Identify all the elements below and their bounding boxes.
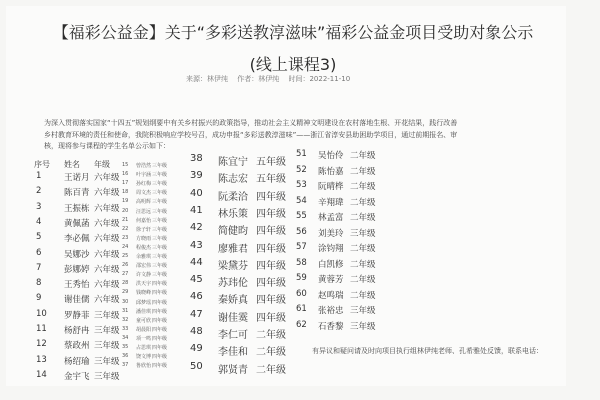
- cell-seq: 20: [122, 207, 129, 214]
- cell-name: 潘佳琪: [136, 308, 152, 315]
- cell-grade: 六年级: [94, 280, 120, 291]
- cell-seq: 23: [122, 234, 129, 241]
- title-line-2: (线上课程3): [249, 55, 337, 74]
- cell-grade: 四年级: [152, 308, 168, 315]
- cell-seq: 1: [36, 171, 42, 181]
- cell-seq: 43: [190, 239, 203, 251]
- cell-seq: 24: [122, 243, 129, 250]
- cell-seq: 34: [122, 334, 129, 341]
- cell-name: 项一鸣: [136, 335, 152, 342]
- cell-seq: 52: [296, 164, 307, 175]
- cell-name: 钱晓峰: [136, 290, 152, 297]
- cell-grade: 六年级: [94, 264, 120, 275]
- cell-grade: 二年级: [256, 347, 286, 359]
- cell-seq: 26: [122, 262, 129, 269]
- cell-seq: 12: [36, 339, 47, 350]
- cell-grade: 三年级: [94, 371, 120, 382]
- cell-grade: 三年级: [94, 326, 120, 336]
- cell-grade: 二年级: [256, 330, 286, 341]
- cell-seq: 17: [122, 180, 129, 187]
- cell-grade: 二年级: [350, 151, 376, 161]
- cell-seq: 28: [122, 280, 129, 287]
- cell-grade: 六年级: [94, 295, 120, 306]
- cell-name: 程俊杰: [136, 244, 152, 251]
- cell-grade: 三年级: [152, 217, 168, 224]
- cell-seq: 5: [36, 232, 42, 243]
- cell-grade: 三年级: [152, 163, 168, 169]
- cell-seq: 25: [122, 253, 129, 259]
- cell-grade: 六年级: [94, 234, 120, 245]
- cell-grade: 三年级: [152, 226, 168, 233]
- cell-grade: 六年级: [94, 173, 120, 183]
- cell-name: 余雅琪: [136, 254, 152, 260]
- cell-grade: 四年级: [256, 278, 286, 290]
- cell-seq: 27: [122, 271, 129, 278]
- cell-grade: 三年级: [94, 356, 120, 367]
- cell-name: 黄佩菡: [64, 218, 90, 229]
- cell-name: 李必佩: [64, 234, 90, 245]
- cell-name: 王诺月: [64, 173, 90, 183]
- cell-name: 苏玮伦: [218, 278, 248, 290]
- cell-grade: 三年级: [152, 272, 168, 279]
- cell-name: 徐子轩: [136, 226, 152, 233]
- cell-seq: 55: [296, 211, 307, 221]
- cell-name: 许文静: [136, 272, 152, 279]
- cell-grade: 四年级: [152, 363, 168, 370]
- cell-name: 洪天宇: [136, 281, 152, 288]
- cell-name: 杨绍瑜: [64, 356, 90, 367]
- cell-name: 吴娜沙: [64, 249, 90, 260]
- cell-grade: 二年级: [350, 213, 376, 223]
- header-grade: 年级: [94, 160, 110, 169]
- page-title: [18, 22, 568, 76]
- article-meta: [186, 74, 357, 84]
- cell-name: 陈怡嘉: [318, 166, 344, 177]
- cell-name: 李仁可: [218, 330, 248, 341]
- cell-grade: 四年级: [152, 290, 168, 297]
- cell-grade: 二年级: [350, 290, 376, 301]
- cell-grade: 六年级: [94, 249, 120, 260]
- cell-grade: 三年级: [152, 199, 168, 206]
- cell-seq: 39: [190, 170, 203, 182]
- cell-name: 彭娜婷: [64, 264, 90, 275]
- cell-name: 白凯修: [318, 259, 344, 270]
- cell-seq: 48: [190, 326, 203, 337]
- cell-grade: 三年级: [94, 341, 120, 352]
- cell-name: 李佳和: [218, 347, 248, 359]
- cell-name: 林乐策: [218, 208, 248, 220]
- cell-name: 赵鸣瑞: [318, 290, 344, 301]
- cell-grade: 二年级: [350, 197, 376, 208]
- intro-line-2: 乡村教育环境的责任和使命，我院积极响应学校号召，成功申报“多彩送教淳滋味”——浙江省淳安县助困助学项目，通过前期报名、审: [44, 130, 458, 139]
- cell-grade: 三年级: [350, 321, 376, 332]
- meta-time: 时间：2022-11-10: [288, 75, 351, 83]
- cell-grade: 二年级: [350, 182, 376, 192]
- cell-name: 廖雅君: [218, 243, 248, 255]
- cell-grade: 二年级: [350, 259, 376, 270]
- cell-seq: 36: [122, 353, 129, 360]
- cell-grade: 二年级: [256, 364, 286, 376]
- cell-name: 林孟富: [318, 213, 344, 223]
- cell-grade: 四年级: [152, 299, 168, 306]
- cell-name: 简健昀: [218, 226, 248, 238]
- cell-name: 蔡政州: [64, 341, 90, 352]
- cell-name: 阮晴桦: [318, 182, 344, 192]
- intro-paragraph: [44, 118, 564, 153]
- cell-seq: 56: [296, 226, 307, 237]
- cell-seq: 37: [122, 362, 129, 369]
- cell-name: 陈志宏: [218, 174, 248, 186]
- cell-name: 胡晨阳: [136, 326, 152, 333]
- cell-seq: 18: [122, 189, 129, 196]
- cell-name: 方晓雨: [136, 235, 152, 242]
- cell-name: 童可欣: [136, 317, 152, 324]
- cell-grade: 三年级: [152, 244, 168, 251]
- meta-source: 来源：林伊纯: [186, 75, 228, 83]
- cell-grade: 六年级: [94, 218, 120, 229]
- cell-grade: 三年级: [350, 228, 376, 239]
- cell-seq: 3: [36, 201, 42, 212]
- cell-seq: 14: [36, 369, 47, 380]
- cell-seq: 47: [190, 308, 203, 320]
- cell-grade: 三年级: [152, 235, 168, 242]
- cell-grade: 四年级: [256, 312, 286, 324]
- cell-seq: 42: [190, 222, 203, 234]
- cell-name: 涂钧翔: [318, 244, 344, 254]
- cell-grade: 五年级: [256, 157, 286, 168]
- cell-name: 黄蓉芳: [318, 275, 344, 285]
- cell-seq: 11: [36, 324, 47, 334]
- cell-seq: 62: [296, 319, 307, 330]
- cell-grade: 三年级: [152, 190, 168, 197]
- cell-name: 刘美玲: [318, 228, 344, 239]
- cell-grade: 二年级: [350, 166, 376, 177]
- cell-grade: 二年级: [350, 275, 376, 285]
- cell-seq: 57: [296, 242, 307, 252]
- cell-name: 孙红梅: [136, 181, 152, 188]
- cell-seq: 29: [122, 289, 129, 296]
- cell-grade: 四年级: [256, 260, 286, 272]
- cell-name: 金宇飞: [64, 371, 90, 382]
- cell-name: 秦娇真: [218, 295, 248, 307]
- cell-name: 高明辉: [136, 199, 152, 206]
- intro-line-1: 为深入贯彻落实国家“十四五”规划纲要中有关乡村振兴的政策指导，推动社会主义精神文明建设在农村落地生根、开花结果，践行改善: [44, 119, 458, 127]
- cell-grade: 三年级: [94, 310, 120, 321]
- cell-grade: 四年级: [256, 208, 286, 220]
- cell-name: 梁黛芬: [218, 260, 248, 272]
- cell-name: 杨舒冉: [64, 326, 90, 336]
- cell-seq: 15: [122, 162, 129, 168]
- cell-seq: 38: [190, 153, 203, 164]
- cell-grade: 三年级: [152, 208, 168, 215]
- cell-name: 谢佳儒: [64, 295, 90, 306]
- cell-grade: 四年级: [152, 345, 168, 351]
- cell-name: 辛翔瑋: [318, 197, 344, 208]
- cell-seq: 7: [36, 262, 42, 273]
- cell-name: 王秀怡: [64, 280, 90, 291]
- cell-name: 叶宇涵: [136, 172, 152, 179]
- cell-seq: 19: [122, 198, 129, 205]
- cell-grade: 四年级: [152, 335, 168, 342]
- cell-seq: 2: [36, 186, 42, 197]
- cell-seq: 53: [296, 180, 307, 190]
- cell-name: 占思琪: [136, 345, 152, 351]
- cell-seq: 21: [122, 216, 129, 223]
- cell-grade: 四年级: [256, 226, 286, 238]
- cell-grade: 三年级: [152, 254, 168, 260]
- cell-grade: 三年级: [152, 263, 168, 270]
- cell-name: 周文杰: [136, 190, 152, 197]
- cell-grade: 四年级: [256, 295, 286, 307]
- cell-grade: 三年级: [350, 306, 376, 316]
- cell-grade: 六年级: [94, 188, 120, 199]
- cell-grade: 三年级: [152, 181, 168, 188]
- cell-seq: 40: [190, 187, 203, 199]
- cell-seq: 32: [122, 316, 129, 323]
- cell-grade: 四年级: [152, 354, 168, 361]
- cell-name: 石香黎: [318, 321, 344, 332]
- cell-name: 张裕忠: [318, 306, 344, 316]
- document-sheet: [6, 6, 566, 386]
- cell-seq: 31: [122, 307, 129, 314]
- cell-seq: 8: [36, 278, 42, 289]
- meta-author: 作者：林伊纯: [237, 75, 280, 83]
- cell-name: 吴怡伶: [318, 151, 344, 161]
- cell-seq: 45: [190, 274, 203, 286]
- cell-name: 郭贤青: [218, 364, 248, 376]
- cell-seq: 54: [296, 195, 307, 206]
- cell-grade: 三年级: [152, 172, 168, 179]
- cell-grade: 五年级: [256, 174, 286, 186]
- header-seq: 序号: [34, 160, 50, 169]
- cell-seq: 6: [36, 247, 42, 258]
- cell-name: 汪思远: [136, 208, 152, 215]
- cell-seq: 44: [190, 256, 203, 268]
- cell-seq: 61: [296, 304, 307, 314]
- cell-grade: 四年级: [256, 191, 286, 203]
- cell-seq: 9: [36, 293, 42, 304]
- cell-seq: 22: [122, 225, 129, 232]
- cell-seq: 50: [190, 360, 203, 372]
- cell-seq: 16: [122, 171, 129, 178]
- cell-name: 饶文博: [136, 354, 152, 361]
- cell-name: 鲁欣怡: [136, 363, 152, 370]
- cell-name: 邵宏伟: [136, 263, 152, 270]
- header-name: 姓名: [64, 160, 80, 169]
- cell-seq: 33: [122, 325, 129, 332]
- footer-note: 有异议和疑问请及时向项目执行组林伊纯老师、孔希雅处反馈，联系电话：: [312, 347, 543, 355]
- cell-grade: 四年级: [256, 243, 286, 255]
- cell-seq: 60: [296, 288, 307, 299]
- cell-name: 王振栋: [64, 203, 90, 214]
- title-line-1: 【福彩公益金】关于“多彩送教淳滋味”福彩公益金项目受助对象公示: [52, 23, 534, 42]
- cell-name: 曾浩然: [136, 163, 152, 169]
- cell-grade: 六年级: [94, 203, 120, 214]
- cell-name: 阮柔洽: [218, 191, 248, 203]
- cell-grade: 二年级: [350, 244, 376, 254]
- cell-grade: 四年级: [152, 326, 168, 333]
- cell-seq: 49: [190, 343, 203, 355]
- cell-name: 陈百青: [64, 188, 90, 199]
- cell-grade: 四年级: [152, 281, 168, 288]
- cell-name: 陈宜宁: [218, 157, 248, 168]
- cell-name: 邱梦瑶: [136, 299, 152, 306]
- cell-seq: 30: [122, 298, 129, 305]
- cell-seq: 35: [122, 344, 129, 350]
- cell-grade: 四年级: [152, 317, 168, 324]
- cell-seq: 4: [36, 216, 42, 227]
- cell-seq: 51: [296, 149, 307, 159]
- intro-line-3: 核，现将参与课程的学生名单公示如下：: [44, 142, 170, 150]
- cell-seq: 10: [36, 308, 47, 319]
- cell-seq: 58: [296, 257, 307, 268]
- cell-name: 罗静菲: [64, 310, 90, 321]
- cell-name: 何嘉怡: [136, 217, 152, 224]
- cell-seq: 41: [190, 204, 203, 216]
- cell-seq: 13: [36, 354, 47, 365]
- cell-name: 谢佳霙: [218, 312, 248, 324]
- cell-seq: 46: [190, 291, 203, 303]
- cell-seq: 59: [296, 273, 307, 283]
